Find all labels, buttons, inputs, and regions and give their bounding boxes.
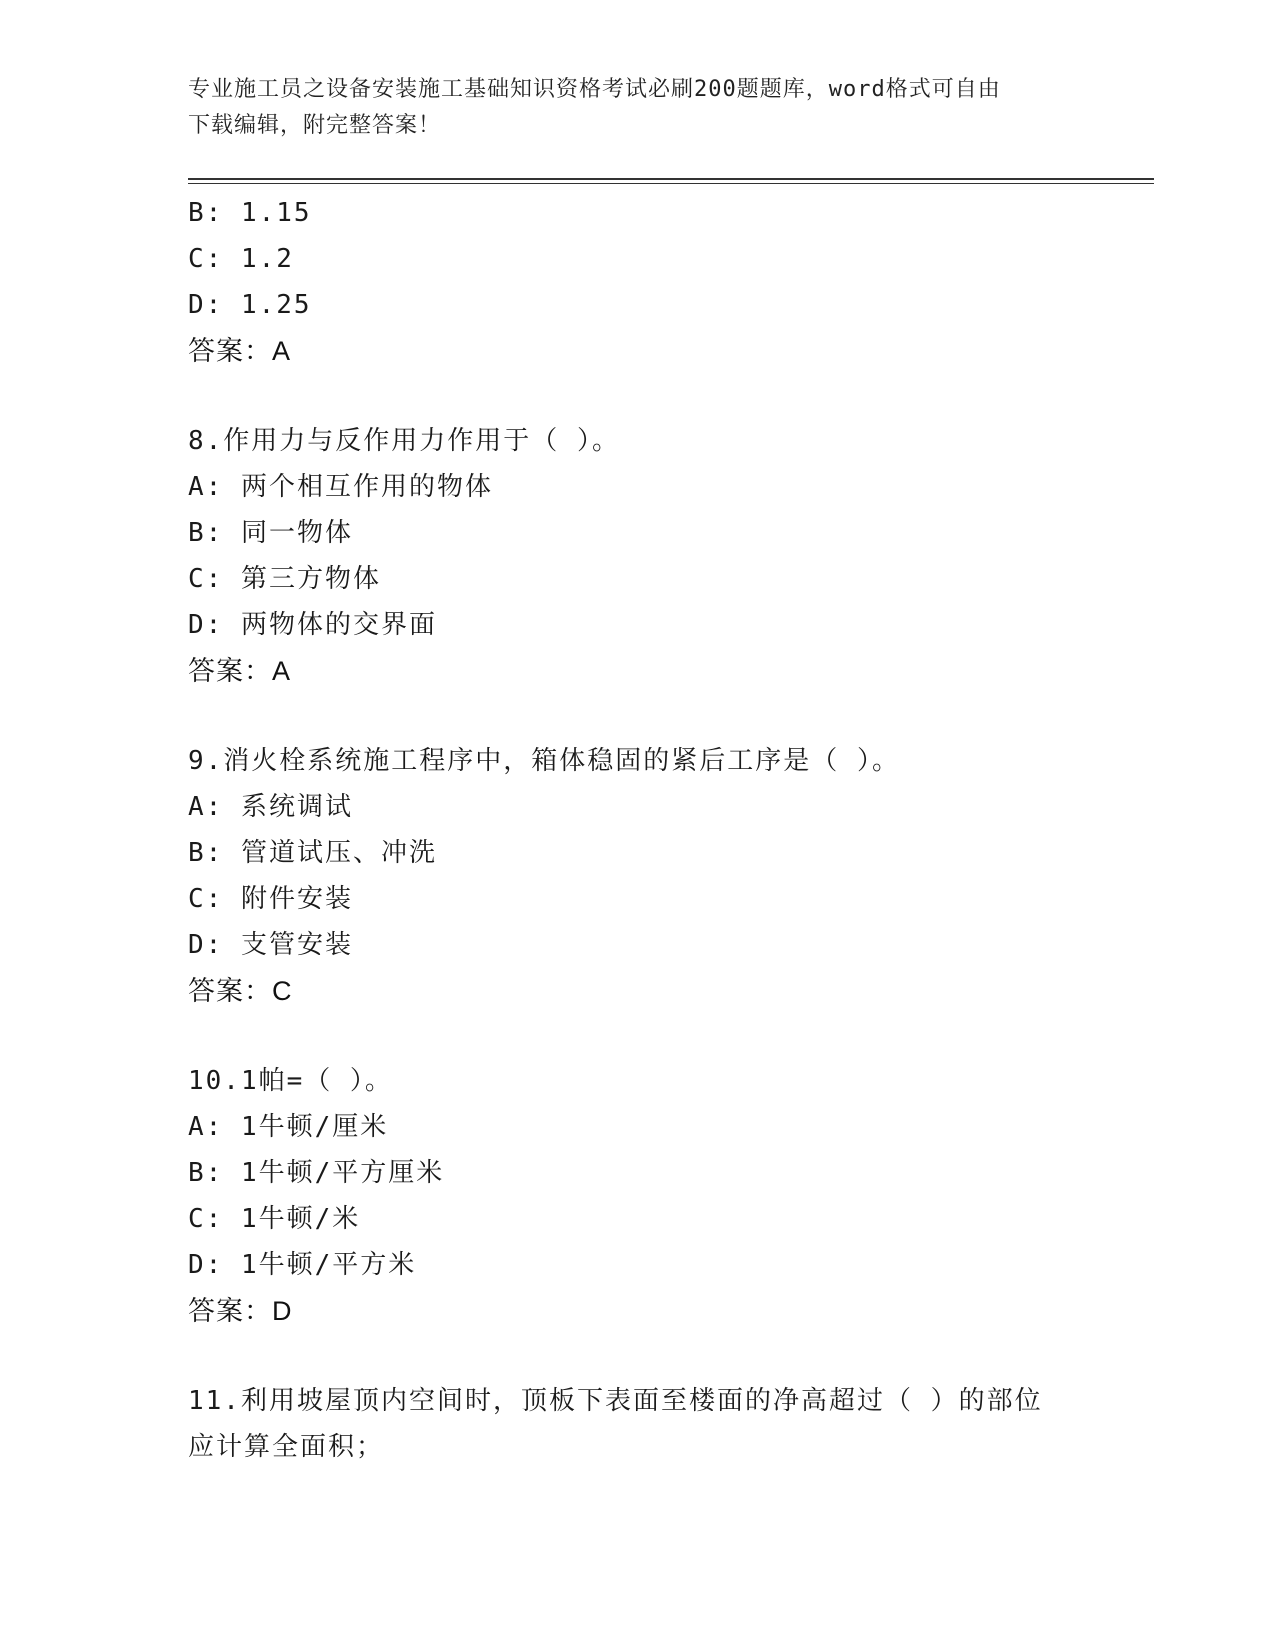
question-8 <box>188 418 1088 694</box>
question-stem-line-2: 应计算全面积； <box>188 1432 385 1462</box>
question-9 <box>188 738 1088 1014</box>
spacer <box>188 1014 1088 1058</box>
question-7-continued <box>188 190 1088 374</box>
question-stem: 10.1帕=（ ）。 <box>188 1066 393 1096</box>
option-a: A: 两个相互作用的物体 <box>188 472 493 502</box>
header-title-line-1: 专业施工员之设备安装施工基础知识资格考试必刷200题题库，word格式可自由 <box>188 77 1001 102</box>
spacer <box>188 1334 1088 1378</box>
answer-line: 答案：A <box>188 656 292 686</box>
option-d: D: 1.25 <box>188 290 312 320</box>
question-11 <box>188 1378 1088 1470</box>
option-c: C: 1牛顿/米 <box>188 1204 361 1234</box>
option-a: A: 1牛顿/厘米 <box>188 1112 389 1142</box>
spacer <box>188 694 1088 738</box>
option-c: C: 1.2 <box>188 244 294 274</box>
header-divider <box>188 178 1154 180</box>
answer-line: 答案：A <box>188 336 292 366</box>
option-d: D: 1牛顿/平方米 <box>188 1250 417 1280</box>
header-title-line-2: 下载编辑，附完整答案！ <box>188 113 442 138</box>
option-c: C: 第三方物体 <box>188 564 381 594</box>
option-d: D: 两物体的交界面 <box>188 610 437 640</box>
option-b: B: 管道试压、冲洗 <box>188 838 437 868</box>
question-stem: 8.作用力与反作用力作用于（ ）。 <box>188 426 620 456</box>
option-b: B: 1.15 <box>188 198 312 228</box>
question-stem-line-1: 11.利用坡屋顶内空间时，顶板下表面至楼面的净高超过（ ）的部位 <box>188 1386 1043 1416</box>
document-header <box>188 72 1068 144</box>
option-a: A: 系统调试 <box>188 792 353 822</box>
header-divider-thin <box>188 183 1154 184</box>
answer-line: 答案：D <box>188 1296 293 1326</box>
option-c: C: 附件安装 <box>188 884 353 914</box>
option-b: B: 同一物体 <box>188 518 353 548</box>
question-list <box>188 190 1088 1470</box>
spacer <box>188 374 1088 418</box>
question-stem: 9.消火栓系统施工程序中，箱体稳固的紧后工序是（ ）。 <box>188 746 900 776</box>
answer-line: 答案：C <box>188 976 293 1006</box>
option-d: D: 支管安装 <box>188 930 353 960</box>
option-b: B: 1牛顿/平方厘米 <box>188 1158 445 1188</box>
question-10 <box>188 1058 1088 1334</box>
